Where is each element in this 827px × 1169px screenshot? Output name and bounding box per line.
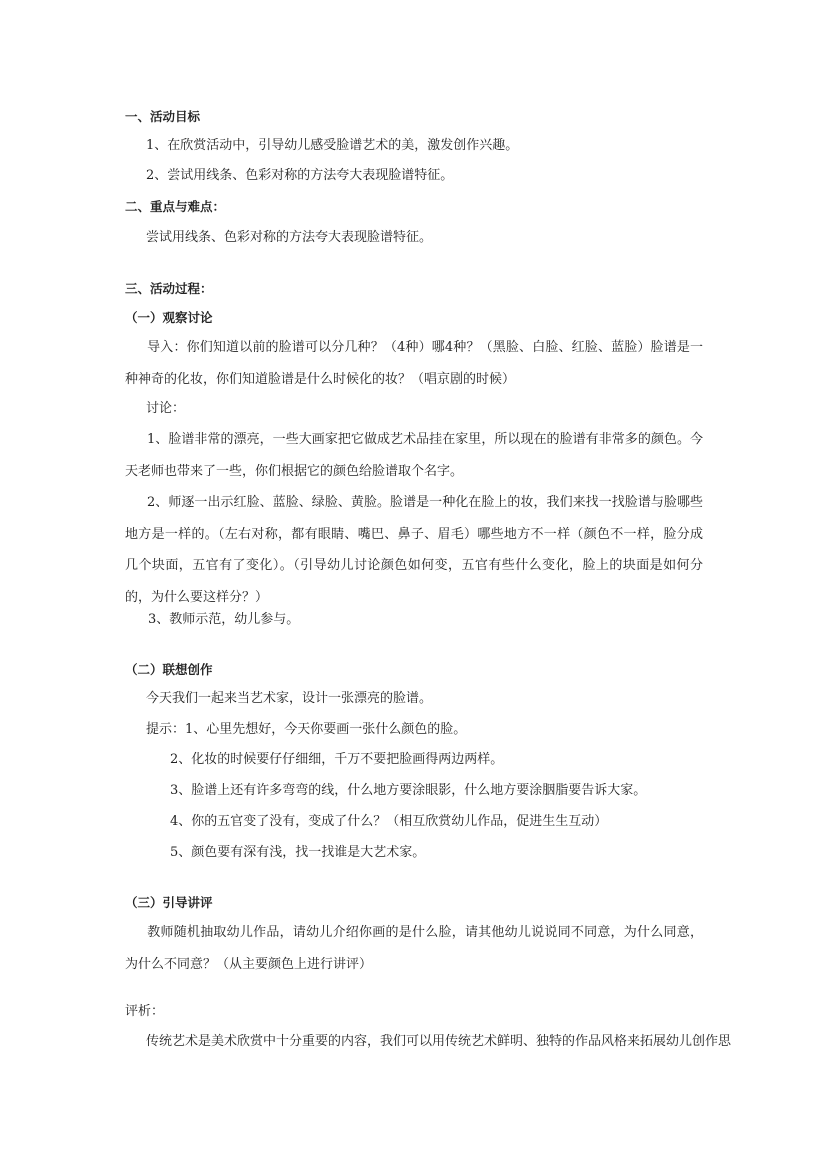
- discussion-text-1: 1、脸谱非常的漂亮，一些大画家把它做成艺术品挂在家里，所以现在的脸谱有非常多的颜色。今天老师也带来了一些，你们根据它的颜色给脸谱取个名字。: [125, 432, 703, 479]
- discussion-text-2: 2、师逐一出示红脸、蓝脸、绿脸、黄脸。脸谱是一种化在脸上的妆，我们来找一找脸谱与脸哪些地方是一样的。（左右对称，都有眼睛、嘴巴、鼻子、眉毛）哪些地方不一样（颜色不一样，脸分成几个块面，五官有了变化）。（引导幼儿讨论颜色如何变，五官有些什么变化，脸上的块面是如何分的，为什么要这样分？）: [125, 495, 703, 605]
- tip-item-1: 提示：1、心里先想好，今天你要画一张什么颜色的脸。: [146, 722, 467, 737]
- key-points-text: 尝试用线条、色彩对称的方法夸大表现脸谱特征。: [146, 230, 433, 245]
- discussion-label: 讨论：: [146, 401, 186, 416]
- tip-item-2: 2、化妆的时候要仔仔细细，千万不要把脸画得两边两样。: [170, 752, 504, 767]
- subsection-1-heading: （一）观察讨论: [125, 310, 213, 325]
- section-2-heading: 二、重点与难点：: [125, 199, 226, 214]
- goal-item-2: 2、尝试用线条、色彩对称的方法夸大表现脸谱特征。: [146, 168, 454, 183]
- tip-item-4: 4、你的五官变了没有，变成了什么？（相互欣赏幼儿作品，促进生生互动）: [170, 814, 608, 829]
- discussion-paragraph-1: [125, 424, 703, 487]
- tip-item-3: 3、脸谱上还有许多弯弯的线，什么地方要涂眼影，什么地方要涂胭脂要告诉大家。: [170, 783, 647, 798]
- analysis-text: 传统艺术是美术欣赏中十分重要的内容，我们可以用传统艺术鲜明、独特的作品风格来拓展幼儿创作思: [146, 1034, 732, 1049]
- discussion-item-3: 3、教师示范，幼儿参与。: [148, 612, 300, 627]
- creation-intro: 今天我们一起来当艺术家，设计一张漂亮的脸谱。: [146, 691, 433, 706]
- intro-text: 导入：你们知道以前的脸谱可以分几种？（4种）哪4种？（黑脸、白脸、红脸、蓝脸）脸谱是一种神奇的化妆，你们知道脸谱是什么时候化的妆？（唱京剧的时候）: [125, 340, 703, 387]
- section-1-heading: 一、活动目标: [125, 109, 201, 124]
- section-3-heading: 三、活动过程：: [125, 281, 213, 296]
- goal-item-1: 1、在欣赏活动中，引导幼儿感受脸谱艺术的美，激发创作兴趣。: [146, 138, 519, 153]
- review-text: 教师随机抽取幼儿作品，请幼儿介绍你画的是什么脸，请其他幼儿说说同不同意，为什么同意，为什么不同意？（从主要颜色上进行讲评）: [125, 925, 703, 972]
- tip-item-5: 5、颜色要有深有浅，找一找谁是大艺术家。: [170, 845, 426, 860]
- subsection-2-heading: （二）联想创作: [125, 662, 213, 677]
- discussion-paragraph-2: [125, 487, 703, 613]
- analysis-heading: 评析：: [125, 1004, 165, 1019]
- review-paragraph: [125, 917, 703, 980]
- subsection-3-heading: （三）引导讲评: [125, 895, 213, 910]
- intro-paragraph: [125, 332, 703, 395]
